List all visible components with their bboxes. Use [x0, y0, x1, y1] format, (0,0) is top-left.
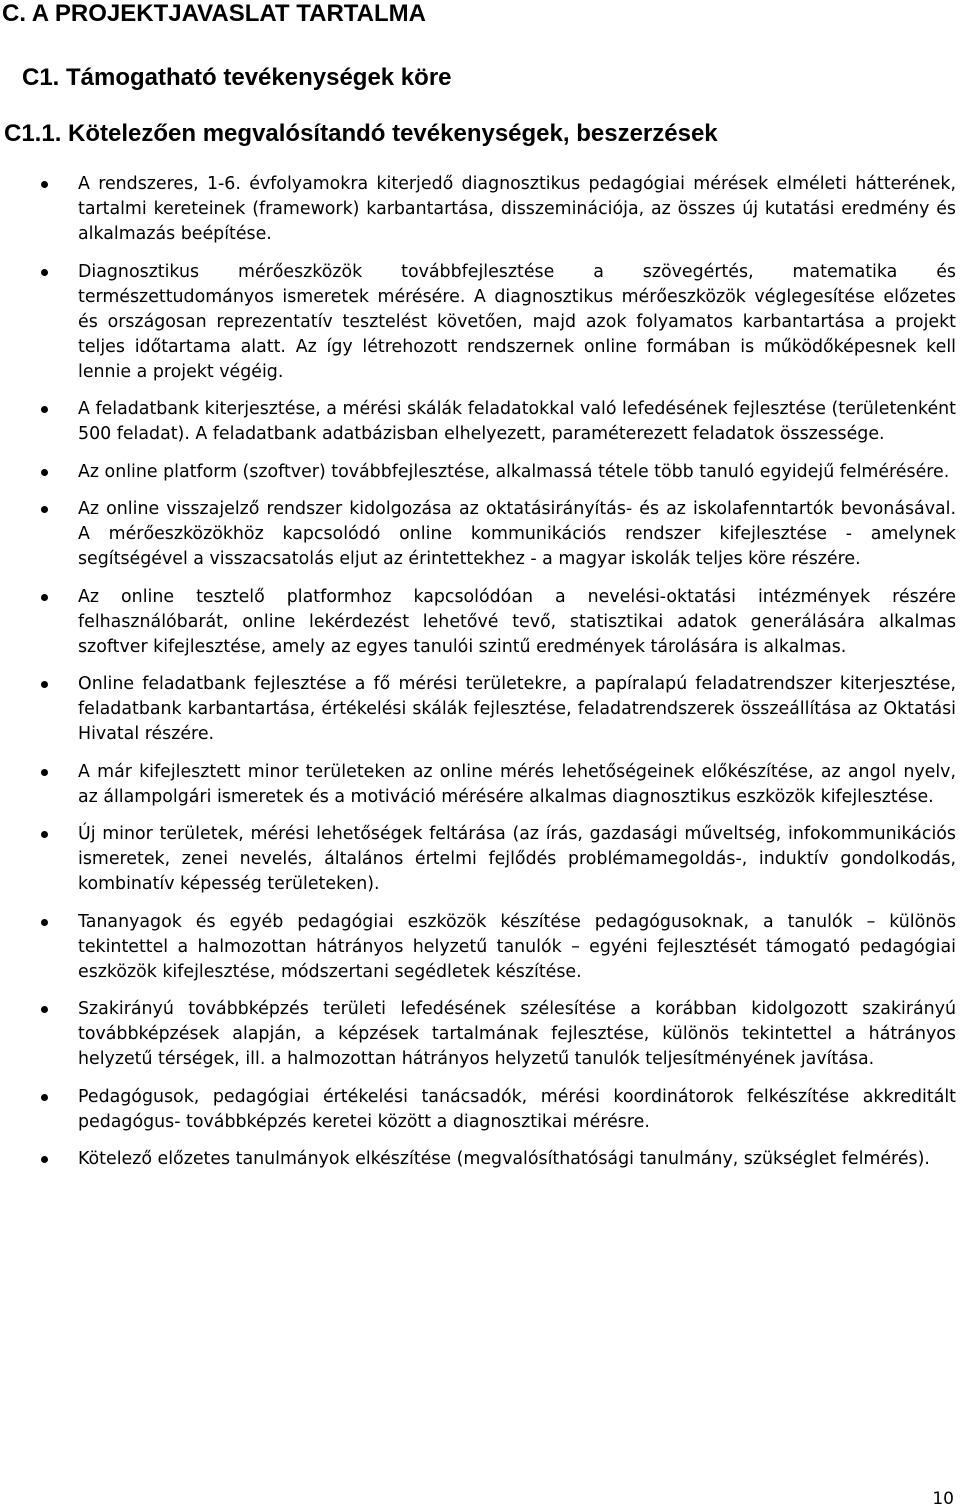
bullet-icon [41, 831, 48, 838]
list-item-text: Tananyagok és egyéb pedagógiai eszközök készítése pedagógusoknak, a tanulók – különös tekintettel a halmozottan hátrányos helyzetű tanulók – egyéni fejlesztését támogató pedagógiai eszközök kifejlesztése, módszertani segédletek készítése. [78, 911, 956, 982]
list-item-text: Az online visszajelző rendszer kidolgozása az oktatásirányítás- és az iskolafenntartók bevonásával. A mérőeszközökhöz kapcsolódó online kommunikációs rendszer kifejlesztése - amelynek segítségével a visszacsatolás eljut az érintettekhez - a magyar iskolák teljes köre részére. [78, 499, 956, 569]
bullet-icon [41, 1156, 48, 1163]
bullet-icon [41, 681, 48, 688]
list-item [0, 997, 960, 1072]
bullet-icon [41, 1094, 48, 1101]
list-item [0, 1085, 960, 1135]
list-item-text: Online feladatbank fejlesztése a fő mérési területekre, a papíralapú feladatrendszer kiterjesztése, feladatbank karbantartása, értékelési skálák fejlesztése, feladatrendszerek összeállítása az Oktatási Hivatal részére. [78, 674, 956, 744]
list-item [0, 760, 960, 810]
list-item [0, 910, 960, 985]
list-item-text: Az online tesztelő platformhoz kapcsolódóan a nevelési-oktatási intézmények részére felhasználóbarát, online lekérdezést lehetővé tevő, statisztikai adatok generálására alkalmas szoftver kifejlesztése, amely az egyes tanulói szintű eredmények tárolására is alkalmas. [78, 586, 956, 657]
list-item [0, 585, 960, 660]
bullet-icon [41, 469, 48, 476]
list-item-text: Diagnosztikus mérőeszközök továbbfejlesztése a szövegértés, matematika és természettudományos ismeretek mérésére. A diagnosztikus mérőeszközök véglegesítése előzetes és országosan reprezentatív tesztelést követően, majd azok folyamatos karbantartása a projekt teljes időtartama alatt. Az így létrehozott rendszernek online formában is működőképesnek kell lennie a projekt végéig. [78, 261, 956, 382]
list-item-text: Pedagógusok, pedagógiai értékelési tanácsadók, mérési koordinátorok felkészítése akkreditált pedagógus- továbbképzés keretei között a diagnosztikai mérésre. [78, 1086, 956, 1132]
list-item [0, 497, 960, 572]
subsubsection-heading: C1.1. Kötelezően megvalósítandó tevékenységek, beszerzések [4, 120, 718, 147]
list-item-text: Az online platform (szoftver) továbbfejlesztése, alkalmassá tétele több tanuló egyidejű felmérésére. [78, 461, 950, 482]
list-item-text: A feladatbank kiterjesztése, a mérési skálák feladatokkal való lefedésének fejlesztése (területenként 500 feladat). A feladatbank adatbázisban elhelyezett, paraméterezett feladatok összessége. [78, 399, 956, 444]
bullet-icon [41, 1006, 48, 1013]
bullet-icon [41, 269, 48, 276]
section-heading: C. A PROJEKTJAVASLAT TARTALMA [2, 0, 426, 27]
list-item [0, 172, 960, 247]
list-item-text: Kötelező előzetes tanulmányok elkészítése (megvalósíthatósági tanulmány, szükséglet felmérés). [78, 1149, 930, 1169]
bullet-icon [41, 594, 48, 601]
list-item [0, 397, 960, 447]
list-item-text: Szakirányú továbbképzés területi lefedésének szélesítése a korábban kidolgozott szakirányú továbbképzések alapján, a képzések tartalmának fejlesztése, különös tekintettel a hátrányos helyzetű térségek, ill. a halmozottan hátrányos helyzetű tanulók teljesítményének javítása. [78, 999, 956, 1069]
subsection-heading: C1. Támogatható tevékenységek köre [22, 64, 452, 91]
list-item [0, 822, 960, 897]
list-item-text: Új minor területek, mérési lehetőségek feltárása (az írás, gazdasági műveltség, infokommunikációs ismeretek, zenei nevelés, általános értelmi fejlődés problémamegoldás-, induktív gondolkodás, kombinatív képesség területeken). [78, 824, 956, 894]
list-item-text: A már kifejlesztett minor területeken az online mérés lehetőségeinek előkészítése, az angol nyelv, az állampolgári ismeretek és a motiváció mérésére alkalmas diagnosztikus eszközök kifejlesztése. [78, 761, 956, 807]
list-item [0, 460, 960, 485]
bullet-icon [41, 506, 48, 513]
bullet-icon [41, 406, 48, 413]
activity-list [0, 172, 960, 1185]
list-item [0, 260, 960, 385]
bullet-icon [41, 769, 48, 776]
list-item [0, 672, 960, 747]
list-item [0, 1147, 960, 1172]
list-item-text: A rendszeres, 1-6. évfolyamokra kiterjedő diagnosztikus pedagógiai mérések elméleti hátterének, tartalmi kereteinek (framework) karbantartása, disszeminációja, az összes új kutatási eredmény és alkalmazás beépítése. [78, 174, 956, 244]
bullet-icon [41, 181, 48, 188]
page-number: 10 [932, 1489, 954, 1509]
bullet-icon [41, 919, 48, 926]
